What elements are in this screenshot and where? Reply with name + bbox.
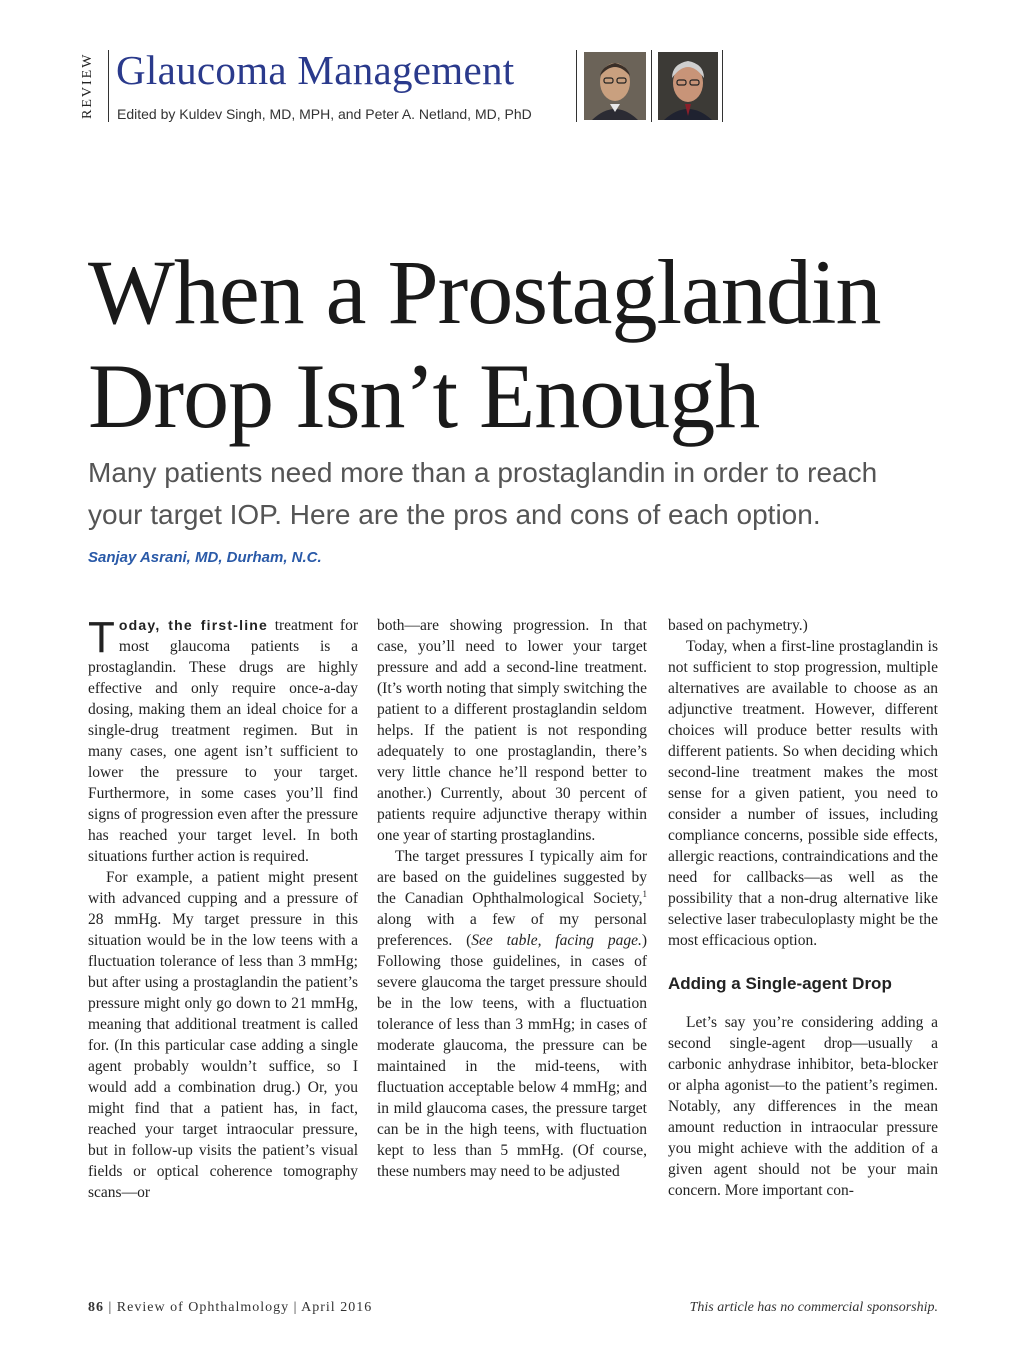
drop-cap: T <box>88 613 115 662</box>
paragraph <box>377 846 647 1182</box>
paragraph: Today, when a first-line prostaglandin is not sufficient to stop progression, multiple alternatives are available to choose as an adjunctive treatment. However, different choices will produce better results with different patients. So when deciding which second-line treatment makes the most sense for a given patient, you need to consider a number of issues, including compliance concerns, possible side effects, allergic reactions, contraindications and the need for callbacks—as well as the possibility that a non-drug alternative like selective laser trabeculoplasty might be the most efficacious option. <box>668 638 938 949</box>
section-heading: Adding a Single-agent Drop <box>668 974 892 993</box>
deck-line-1: Many patients need more than a prostaglandin in order to reach <box>88 457 878 488</box>
editors-line: Edited by Kuldev Singh, MD, MPH, and Peter A. Netland, MD, PhD <box>117 106 532 122</box>
paragraph-text: treatment for most glaucoma patients is a prostaglandin. These drugs are highly effective and only require once-a-day dosing, making them an ideal choice for a single-drug treatment regimen. But in many cases, one agent isn’t sufficient to lower the pressure to your target. Furthermore, in some cases you’ll find signs of progression even after the pressure has reached your target level. In both situations further action is required. <box>88 617 358 865</box>
body-column-1 <box>88 615 358 1203</box>
deck-line-2: your target IOP. Here are the pros and cons of each option. <box>88 499 821 530</box>
title-line-2: Drop Isn’t Enough <box>88 345 760 447</box>
paragraph-text: along with a few of my personal preferences. ( <box>377 911 647 949</box>
author-byline: Sanjay Asrani, MD, Durham, N.C. <box>88 549 322 566</box>
editor-photo-netland <box>658 52 718 120</box>
paragraph <box>88 615 358 867</box>
page-footer-left <box>88 1300 372 1316</box>
lead-in: oday, the first-line <box>118 617 269 633</box>
page-number: 86 <box>88 1300 104 1315</box>
department-title: Glaucoma Management <box>116 47 515 93</box>
article-deck <box>88 452 948 536</box>
photo-divider-2 <box>651 50 652 122</box>
title-line-1: When a Prostaglandin <box>88 241 881 343</box>
table-reference: See table, facing page. <box>471 932 642 949</box>
body-column-3 <box>668 615 938 1201</box>
header-divider <box>108 50 109 122</box>
editor-photo-singh <box>584 52 646 120</box>
photo-divider-1 <box>576 50 577 122</box>
paragraph: For example, a patient might present with advanced cupping and a pressure of 28 mmHg. My target pressure in this situation would be in the low teens with a fluctuation tolerance of less than 3 mmHg; but after using a prostaglandin the patient’s pressure might only go down to 21 mmHg, meaning that additional treatment is called for. (In this particular case adding a single agent probably wouldn’t suffice, so I would add a combination drug.) Or, you might find that a patient has, in fact, reached your target intraocular pressure, but in follow-up visits the patient’s visual fields or optical coherence tomography scans—or <box>88 869 358 1201</box>
paragraph-text: ) Following those guidelines, in cases of severe glaucoma the target pressure should be in the low teens, with a fluctuation tolerance of less than 3 mmHg; in cases of moderate glaucoma, the pressure can be maintained in the mid-teens, with fluctuation acceptable below 4 mmHg; and in mild glaucoma cases, the pressure target can be in the high teens, with fluctuation kept to less than 5 mmHg. (Of course, these numbers may need to be adjusted <box>377 932 647 1180</box>
paragraph-text: The target pressures I typically aim for are based on the guidelines suggested by the Canadian Ophthalmological Society, <box>377 848 647 907</box>
reference-superscript: 1 <box>642 888 647 899</box>
article-title <box>88 240 948 448</box>
photo-divider-3 <box>722 50 723 122</box>
paragraph: based on pachymetry.) <box>668 617 808 634</box>
publication-info: | Review of Ophthalmology | April 2016 <box>108 1300 373 1315</box>
paragraph: Let’s say you’re considering adding a second single-agent drop—usually a carbonic anhydrase inhibitor, beta-blocker or alpha agonist—to the patient’s regimen. Notably, any differences in the mean amount reduction in intraocular pressure you might achieve with the addition of a given agent should not be your main concern. More important con- <box>668 1014 938 1199</box>
body-column-2 <box>377 615 647 1182</box>
paragraph: both—are showing progression. In that case, you’ll need to lower your target pressure and add a second-line treatment. (It’s worth noting that simply switching the patient to a different prostaglandin seldom helps. If the patient is not responding adequately to one prostaglandin, there’s very little chance he’ll respond better to another.) Currently, about 30 percent of patients require adjunctive therapy within one year of starting prostaglandins. <box>377 617 647 844</box>
sponsorship-note: This article has no commercial sponsorship. <box>689 1300 938 1315</box>
section-tag: REVIEW <box>80 52 95 120</box>
